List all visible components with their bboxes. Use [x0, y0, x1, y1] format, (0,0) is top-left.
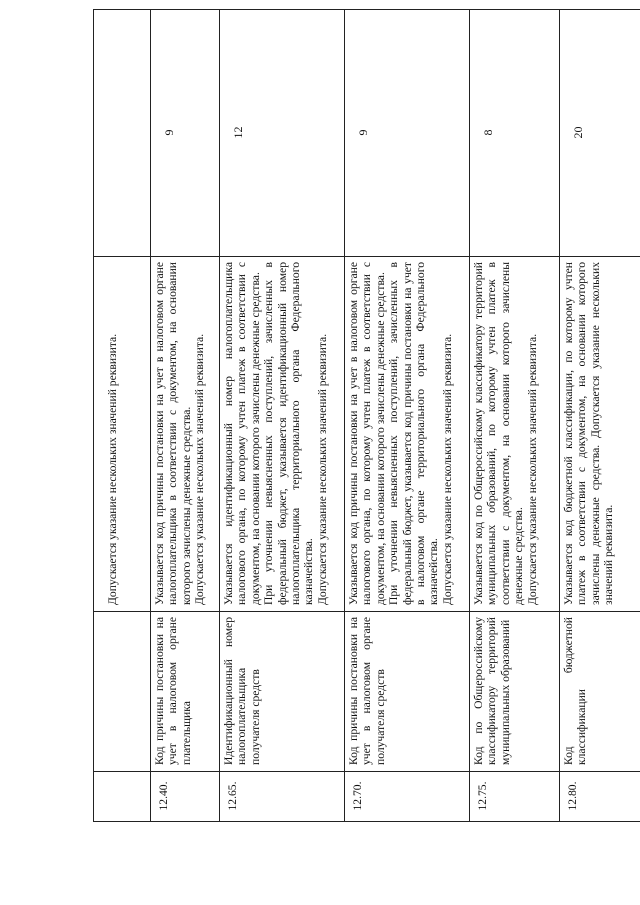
description-line: Указывается код бюджетной классификации, по которому учтен платеж в соответствии с документом, на основании которого зачислены денежные средства. Допускается указание нескольких значений реквизита. — [562, 262, 616, 605]
description-line: Указывается код по Общероссийскому классификатору территорий муниципальных образований, по которому учтен платеж в соответствии с документом, на основании которого зачислены денежные средства. — [472, 262, 526, 605]
row-code — [94, 772, 151, 822]
row-description — [560, 257, 640, 612]
row-name: Код по Общероссийскому классификатору территорий муниципальных образований — [470, 612, 560, 772]
row-name: Идентификационный номер налогоплательщика получателя средств — [220, 612, 345, 772]
description-line: Указывается код причины постановки на учет в налоговом органе налогоплательщика в соответствии с документом, на основании которого зачислены денежные средства. — [153, 262, 193, 605]
row-code: 12.70. — [345, 772, 470, 822]
row-name: Код причины постановки на учет в налоговом органе получателя средств — [345, 612, 470, 772]
row-code: 12.75. — [470, 772, 560, 822]
row-length: 12 — [220, 10, 345, 257]
description-line: Указывается идентификационный номер налогоплательщика налогового органа, по которому учтен платеж в соответствии с документом, на основании которого зачислены денежные средства. — [222, 262, 262, 605]
row-length: 9 — [151, 10, 220, 257]
row-length — [94, 10, 151, 257]
table-row — [560, 10, 640, 822]
row-name: Код бюджетной классификации — [560, 612, 640, 772]
requisites-table — [93, 9, 640, 822]
row-description — [345, 257, 470, 612]
row-code: 12.65. — [220, 772, 345, 822]
row-length: 8 — [470, 10, 560, 257]
row-name — [94, 612, 151, 772]
table-row — [345, 10, 470, 822]
description-line: Допускается указание нескольких значений реквизита. — [315, 333, 329, 605]
description-line: Указывается код причины постановки на учет в налоговом органе налогового органа, по которому учтен платеж в соответствии с документом, на основании которого зачислены денежные средства. — [347, 262, 387, 605]
description-line: При уточнении невыясненных поступлений, зачисленных в федеральный бюджет, указывается код причины постановки на учет в налоговом органе территориального органа Федерального казначейства. — [387, 262, 441, 605]
description-line: Допускается указание нескольких значений реквизита. — [525, 333, 539, 605]
row-code: 12.80. — [560, 772, 640, 822]
row-description — [94, 257, 151, 612]
row-description — [151, 257, 220, 612]
table-row — [220, 10, 345, 822]
row-code: 12.40. — [151, 772, 220, 822]
row-description — [220, 257, 345, 612]
table-row — [94, 10, 151, 822]
description-line: Допускается указание нескольких значений реквизита. — [106, 333, 119, 605]
table-row — [151, 10, 220, 822]
row-name: Код причины постановки на учет в налоговом органе плательщика — [151, 612, 220, 772]
row-length: 9 — [345, 10, 470, 257]
description-line: Допускается указание нескольких значений реквизита. — [440, 333, 454, 605]
row-description — [470, 257, 560, 612]
description-line: При уточнении невыясненных поступлений, зачисленных в федеральный бюджет, указывается идентификационный номер налогоплательщика территориального органа Федерального казначейства. — [262, 262, 316, 605]
description-line: Допускается указание нескольких значений реквизита. — [193, 333, 207, 605]
table-row — [470, 10, 560, 822]
row-length: 20 — [560, 10, 640, 257]
